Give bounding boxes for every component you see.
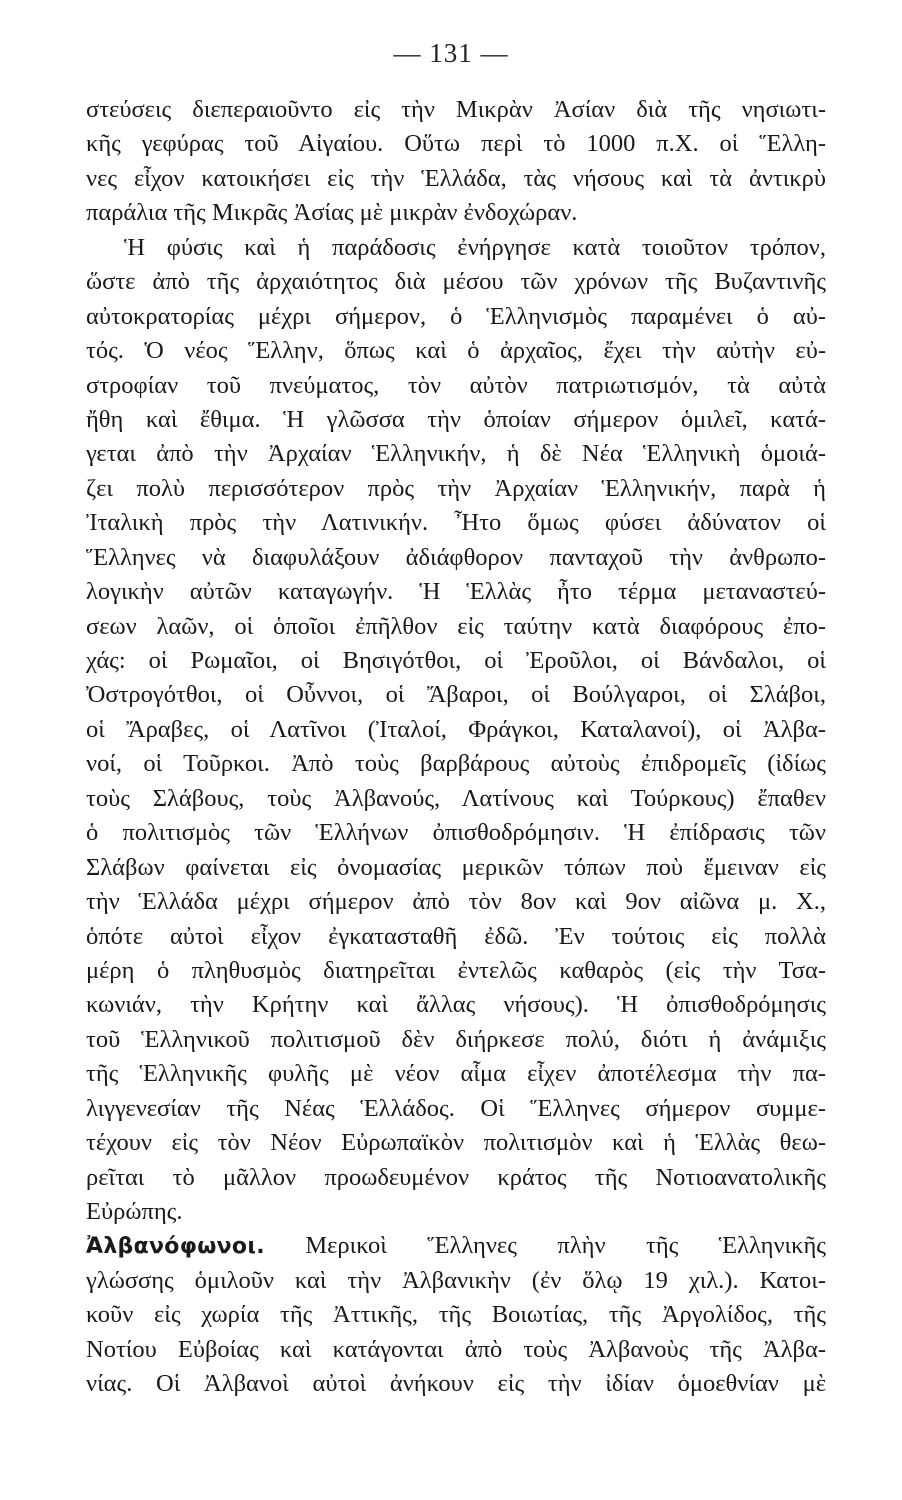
- text-line: Ἰταλικὴ πρὸς τὴν Λατινικήν. Ἦτο ὅμως φύσει ἀδύνατον οἱ: [86, 509, 826, 537]
- text-line: παράλια τῆς Μικρᾶς Ἀσίας μὲ μικρὰν ἐνδοχώραν.: [86, 199, 578, 227]
- text-line: λιγγενεσίαν τῆς Νέας Ἑλλάδος. Οἱ Ἕλληνες σήμερον συμμε-: [86, 1094, 826, 1122]
- text-line: κῆς γεφύρας τοῦ Αἰγαίου. Οὕτω περὶ τὸ 1000 π.Χ. οἱ Ἕλλη-: [86, 130, 826, 158]
- section-heading: Ἀλβανόφωνοι.: [86, 1234, 265, 1260]
- text-line: τός. Ὁ νέος Ἕλλην, ὅπως καὶ ὁ ἀρχαῖος, ἔχει τὴν αὐτὴν εὐ-: [86, 337, 826, 365]
- text-line: γλώσσης ὁμιλοῦν καὶ τὴν Ἀλβανικὴν (ἐν ὅλῳ 19 χιλ.). Κατοι-: [86, 1266, 826, 1294]
- section-first-line-text: Μερικοὶ Ἕλληνες πλὴν τῆς Ἑλληνικῆς: [305, 1232, 826, 1260]
- text-line: Νοτίου Εὐβοίας καὶ κατάγονται ἀπὸ τοὺς Ἀλβανοὺς τῆς Ἀλβα-: [86, 1335, 826, 1363]
- text-line: ἤθη καὶ ἔθιμα. Ἡ γλῶσσα τὴν ὁποίαν σήμερον ὁμιλεῖ, κατά-: [86, 405, 826, 433]
- text-line: κοῦν εἰς χωρία τῆς Ἀττικῆς, τῆς Βοιωτίας, τῆς Ἀργολίδος, τῆς: [86, 1301, 826, 1329]
- text-line: οἱ Ἄραβες, οἱ Λατῖνοι (Ἰταλοί, Φράγκοι, Καταλανοί), οἱ Ἀλβα-: [86, 715, 826, 743]
- text-line: ρεῖται τὸ μᾶλλον προωδευμένον κράτος τῆς Νοτιοανατολικῆς: [86, 1163, 826, 1191]
- text-line: νοί, οἱ Τοῦρκοι. Ἀπὸ τοὺς βαρβάρους αὐτοὺς ἐπιδρομεῖς (ἰδίως: [86, 750, 826, 778]
- text-line: μέρη ὁ πληθυσμὸς διατηρεῖται ἐντελῶς καθαρὸς (εἰς τὴν Τσα-: [86, 956, 826, 984]
- text-line: στεύσεις διεπεραιοῦντο εἰς τὴν Μικρὰν Ἀσίαν διὰ τῆς νησιωτι-: [86, 96, 826, 123]
- text-line: στροφίαν τοῦ πνεύματος, τὸν αὐτὸν πατριωτισμόν, τὰ αὐτὰ: [86, 371, 826, 399]
- text-line: λογικὴν αὐτῶν καταγωγήν. Ἡ Ἑλλὰς ἦτο τέρμα μεταναστεύ-: [86, 578, 826, 606]
- body-text: [86, 93, 826, 1402]
- section-first-line: [86, 1229, 826, 1263]
- text-line: κωνιάν, τὴν Κρήτην καὶ ἄλλας νήσους). Ἡ ὀπισθοδρόμησις: [86, 991, 826, 1019]
- text-line: χάς: οἱ Ρωμαῖοι, οἱ Βησιγότθοι, οἱ Ἐροῦλοι, οἱ Βάνδαλοι, οἱ: [86, 647, 826, 674]
- text-line: γεται ἀπὸ τὴν Ἀρχαίαν Ἑλληνικήν, ἡ δὲ Νέα Ἑλληνικὴ ὁμοιά-: [86, 440, 826, 468]
- text-line: Εὐρώπης.: [86, 1198, 183, 1225]
- text-line: ζει πολὺ περισσότερον πρὸς τὴν Ἀρχαίαν Ἑλληνικήν, παρὰ ἡ: [86, 474, 826, 502]
- page-number: — 131 —: [393, 38, 509, 68]
- text-line: τοὺς Σλάβους, τοὺς Ἀλβανούς, Λατίνους καὶ Τούρκους) ἔπαθεν: [86, 784, 826, 812]
- text-line: τὴν Ἑλλάδα μέχρι σήμερον ἀπὸ τὸν 8ον καὶ 9ον αἰῶνα μ. Χ.,: [86, 888, 826, 916]
- text-line: τοῦ Ἑλληνικοῦ πολιτισμοῦ δὲν διήρκεσε πολύ, διότι ἡ ἀνάμιξις: [86, 1025, 826, 1053]
- text-line: ὁ πολιτισμὸς τῶν Ἑλλήνων ὀπισθοδρόμησιν. Ἡ ἐπίδρασις τῶν: [86, 819, 826, 847]
- text-line: Ἡ φύσις καὶ ἡ παράδοσις ἐνήργησε κατὰ τοιοῦτον τρόπον,: [124, 233, 826, 261]
- text-line: τῆς Ἑλληνικῆς φυλῆς μὲ νέον αἷμα εἶχεν ἀποτέλεσμα τὴν πα-: [86, 1060, 826, 1088]
- text-line: αὐτοκρατορίας μέχρι σήμερον, ὁ Ἑλληνισμὸς παραμένει ὁ αὐ-: [86, 302, 826, 330]
- text-line: τέχουν εἰς τὸν Νέον Εὐρωπαϊκὸν πολιτισμὸν καὶ ἡ Ἑλλὰς θεω-: [86, 1129, 826, 1157]
- text-line: Ὀστρογότθοι, οἱ Οὖννοι, οἱ Ἄβαροι, οἱ Βούλγαροι, οἱ Σλάβοι,: [86, 681, 826, 709]
- text-line: ὥστε ἀπὸ τῆς ἀρχαιότητος διὰ μέσου τῶν χρόνων τῆς Βυζαντινῆς: [86, 268, 826, 296]
- text-line: Ἕλληνες νὰ διαφυλάξουν ἀδιάφθορον πανταχοῦ τὴν ἀνθρωπο-: [86, 543, 826, 571]
- text-line: Σλάβων φαίνεται εἰς ὀνομασίας μερικῶν τόπων ποὺ ἔμειναν εἰς: [86, 853, 826, 881]
- text-line: νες εἶχον κατοικήσει εἰς τὴν Ἑλλάδα, τὰς νήσους καὶ τὰ ἀντικρὺ: [86, 164, 826, 192]
- text-line: ὁπότε αὐτοὶ εἶχον ἐγκατασταθῆ ἐδῶ. Ἐν τούτοις εἰς πολλὰ: [86, 922, 826, 950]
- text-line: νίας. Οἱ Ἀλβανοὶ αὐτοὶ ἀνήκουν εἰς τὴν ἰδίαν ὁμοεθνίαν μὲ: [86, 1370, 826, 1398]
- text-line: σεων λαῶν, οἱ ὁποῖοι ἐπῆλθον εἰς ταύτην κατὰ διαφόρους ἐπο-: [86, 612, 826, 640]
